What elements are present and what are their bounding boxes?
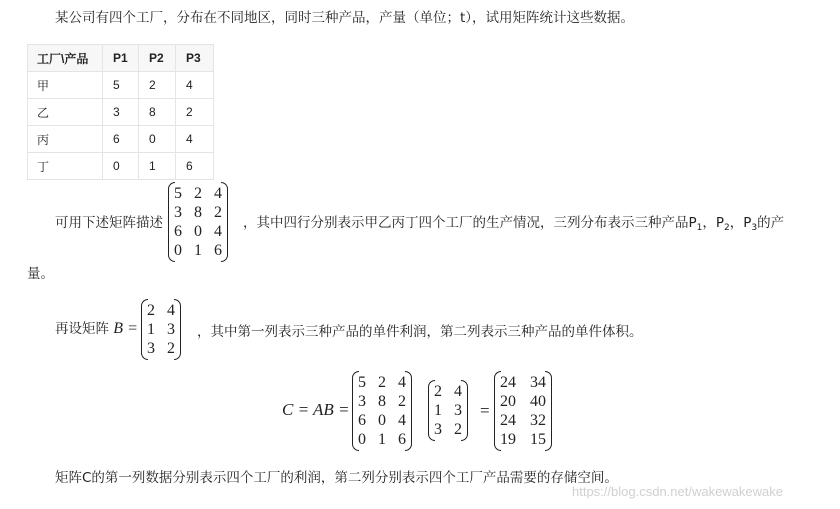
matrix-entry: 0 [194, 223, 202, 240]
conclusion-paragraph: 矩阵C的第一列数据分别表示四个工厂的利润，第二列分别表示四个工厂产品需要的存储空间。 [55, 470, 618, 486]
subscript: 2 [724, 223, 730, 233]
matrix-entry: 3 [358, 393, 366, 410]
table-cell: 3 [103, 99, 139, 126]
matrix-entry: 20 [500, 393, 516, 410]
matrix-entry: 8 [194, 204, 202, 221]
table-cell: 0 [103, 153, 139, 180]
matrix-entry: 1 [434, 402, 442, 419]
matrix-entry: 2 [454, 421, 462, 438]
subscript: 1 [696, 223, 703, 233]
table-cell: 丙 [28, 126, 103, 153]
matrix-entry: 4 [167, 302, 175, 319]
table-header-cell: P3 [176, 45, 214, 72]
desc-a-prefix: 可用下述矩阵描述 [55, 215, 163, 231]
table-row [28, 153, 214, 180]
matrix-entry: 3 [174, 204, 182, 221]
table-row [28, 126, 214, 153]
matrix-entry: 32 [530, 412, 546, 429]
matrix-entry: 4 [214, 185, 222, 202]
matrix-entry: 6 [174, 223, 182, 240]
equation-matrix-a [352, 373, 412, 449]
intro-paragraph: 某公司有四个工厂，分布在不同地区，同时三种产品，产量（单位；t），试用矩阵统计这些数据。 [55, 10, 635, 26]
table-header-cell: P2 [139, 45, 176, 72]
matrix-entry: 3 [454, 402, 462, 419]
equals-sign: = [480, 401, 490, 420]
matrix-a-description [55, 214, 784, 237]
matrix-entry: 3 [167, 321, 175, 338]
table-header-cell: 工厂\产品 [28, 45, 103, 72]
matrix-entry: 1 [147, 321, 155, 338]
desc-a-tail: 的产 [757, 215, 785, 231]
matrix-entry: 19 [500, 431, 516, 448]
matrix-entry: 0 [378, 412, 386, 429]
desc-b-prefix: 再设矩阵 [55, 321, 109, 337]
desc-a-sep: ，P [729, 215, 752, 231]
matrix-entry: 8 [378, 393, 386, 410]
matrix-entry: 6 [214, 242, 222, 259]
matrix-entry: 15 [530, 431, 546, 448]
table-row [28, 72, 214, 99]
matrix-entry: 0 [358, 431, 366, 448]
desc-a-middle: ，其中四行分别表示甲乙丙丁四个工厂的生产情况，三列分布表示三种产品P [243, 215, 697, 231]
table-header-cell: P1 [103, 45, 139, 72]
equation-matrix-b [428, 382, 468, 439]
table-header-row [28, 45, 214, 72]
matrix-entry: 3 [147, 340, 155, 357]
matrix-b [141, 301, 181, 358]
matrix-entry: 6 [358, 412, 366, 429]
table-cell: 1 [139, 153, 176, 180]
table-cell: 甲 [28, 72, 103, 99]
watermark-text: https://blog.csdn.net/wakewakewake [572, 484, 784, 499]
table-cell: 4 [176, 126, 214, 153]
matrix-entry: 1 [194, 242, 202, 259]
matrix-entry: 3 [434, 421, 442, 438]
table-cell: 5 [103, 72, 139, 99]
matrix-b-description-suffix: ，其中第一列表示三种产品的单件利润，第二列表示三种产品的单件体积。 [197, 324, 643, 340]
table-cell: 6 [103, 126, 139, 153]
production-table [27, 44, 214, 180]
matrix-entry: 2 [434, 383, 442, 400]
table-cell: 2 [176, 99, 214, 126]
matrix-entry: 5 [358, 374, 366, 391]
desc-a-sep: ，P [702, 215, 725, 231]
matrix-entry: 24 [500, 412, 516, 429]
matrix-entry: 2 [214, 204, 222, 221]
table-cell: 6 [176, 153, 214, 180]
matrix-entry: 2 [398, 393, 406, 410]
matrix-entry: 34 [530, 374, 546, 391]
matrix-entry: 5 [174, 185, 182, 202]
subscript: 3 [751, 223, 758, 233]
equation-lhs: C = AB = [282, 400, 350, 419]
matrix-entry: 40 [530, 393, 546, 410]
desc-b-variable: B = [113, 320, 138, 337]
matrix-b-description [55, 320, 138, 338]
matrix-entry: 4 [454, 383, 462, 400]
table-cell: 乙 [28, 99, 103, 126]
table-cell: 4 [176, 72, 214, 99]
matrix-entry: 1 [378, 431, 386, 448]
matrix-entry: 4 [214, 223, 222, 240]
matrix-entry: 2 [167, 340, 175, 357]
matrix-entry: 4 [398, 412, 406, 429]
matrix-entry: 0 [174, 242, 182, 259]
matrix-entry: 4 [398, 374, 406, 391]
table-cell: 8 [139, 99, 176, 126]
table-cell: 2 [139, 72, 176, 99]
matrix-entry: 2 [194, 185, 202, 202]
matrix-c [494, 373, 552, 449]
matrix-entry: 24 [500, 374, 516, 391]
table-row [28, 99, 214, 126]
table-cell: 丁 [28, 153, 103, 180]
matrix-entry: 2 [378, 374, 386, 391]
matrix-entry: 6 [398, 431, 406, 448]
table-cell: 0 [139, 126, 176, 153]
matrix-entry: 2 [147, 302, 155, 319]
matrix-a-description-wrap: 量。 [27, 266, 54, 282]
